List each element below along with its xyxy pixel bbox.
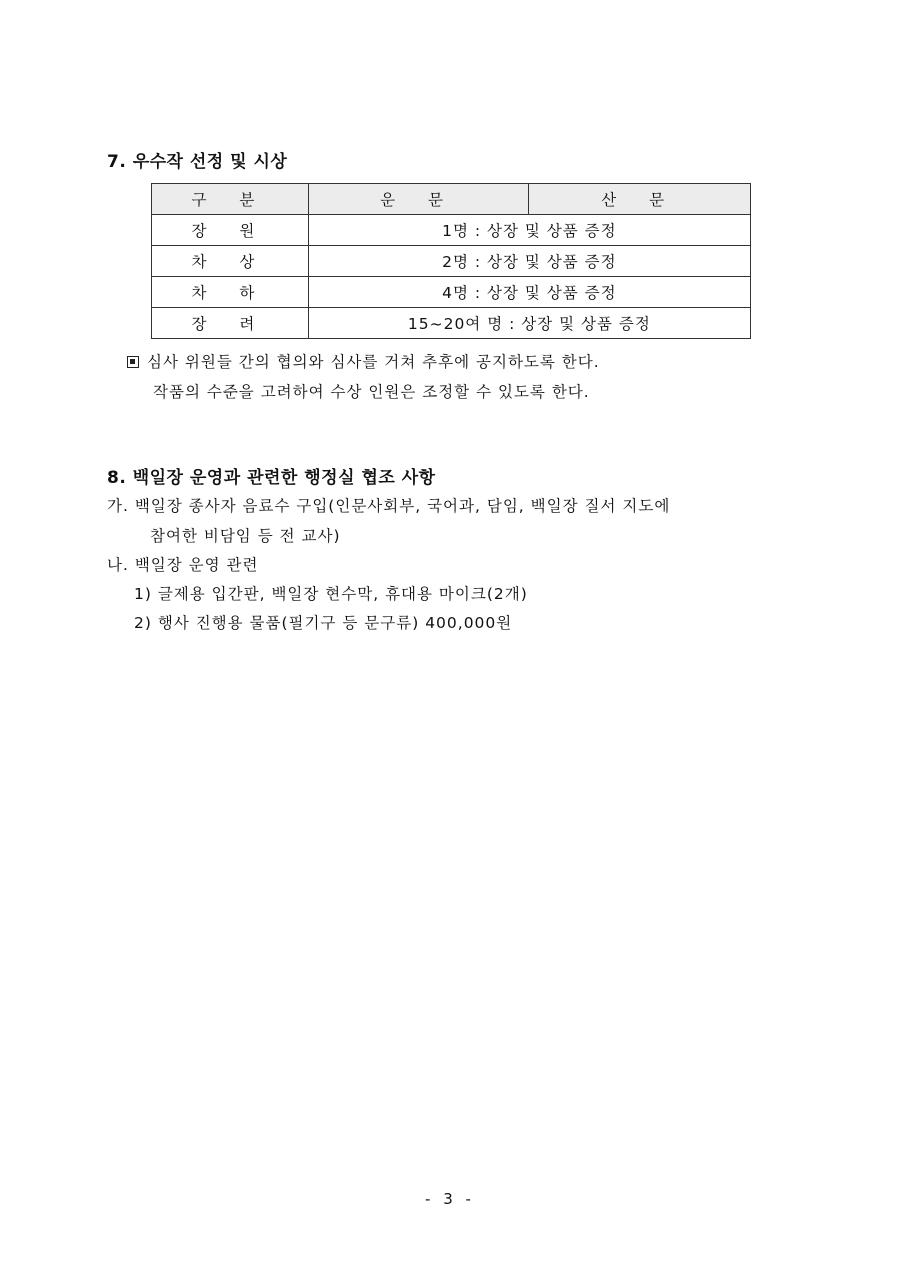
header-prose: 산 문	[529, 184, 751, 215]
item-na: 나. 백일장 운영 관련	[107, 556, 259, 574]
award-note	[127, 347, 600, 407]
section-8-title: 8. 백일장 운영과 관련한 행정실 협조 사항	[107, 468, 436, 488]
header-category: 구 분	[152, 184, 309, 215]
item-ga-continued: 참여한 비담임 등 전 교사)	[150, 527, 341, 545]
table-row	[152, 246, 751, 277]
note-line-2: 작품의 수준을 고려하여 수상 인원은 조정할 수 있도록 한다.	[153, 383, 590, 401]
row-category: 장 려	[152, 308, 309, 339]
table-header-row	[152, 184, 751, 215]
item-ga: 가. 백일장 종사자 음료수 구입(인문사회부, 국어과, 담임, 백일장 질서 지도에	[107, 497, 671, 515]
row-content: 4명 : 상장 및 상품 증정	[308, 277, 750, 308]
row-category: 차 상	[152, 246, 309, 277]
row-category: 차 하	[152, 277, 309, 308]
row-content: 1명 : 상장 및 상품 증정	[308, 215, 750, 246]
sub-item-1: 1) 글제용 입간판, 백일장 현수막, 휴대용 마이크(2개)	[134, 585, 528, 603]
note-text-1: 심사 위원들 간의 협의와 심사를 거쳐 추후에 공지하도록 한다.	[147, 353, 600, 371]
table-row	[152, 215, 751, 246]
sub-item-2: 2) 행사 진행용 물품(필기구 등 문구류) 400,000원	[134, 614, 513, 632]
header-verse: 운 문	[308, 184, 529, 215]
section-7-title: 7. 우수작 선정 및 시상	[107, 152, 288, 172]
row-content: 2명 : 상장 및 상품 증정	[308, 246, 750, 277]
page-number: - 3 -	[425, 1190, 475, 1208]
square-bullet-icon	[127, 356, 139, 368]
note-line-1	[127, 347, 600, 377]
table-row	[152, 277, 751, 308]
row-category: 장 원	[152, 215, 309, 246]
table-row	[152, 308, 751, 339]
awards-table	[151, 183, 751, 339]
row-content: 15~20여 명 : 상장 및 상품 증정	[308, 308, 750, 339]
